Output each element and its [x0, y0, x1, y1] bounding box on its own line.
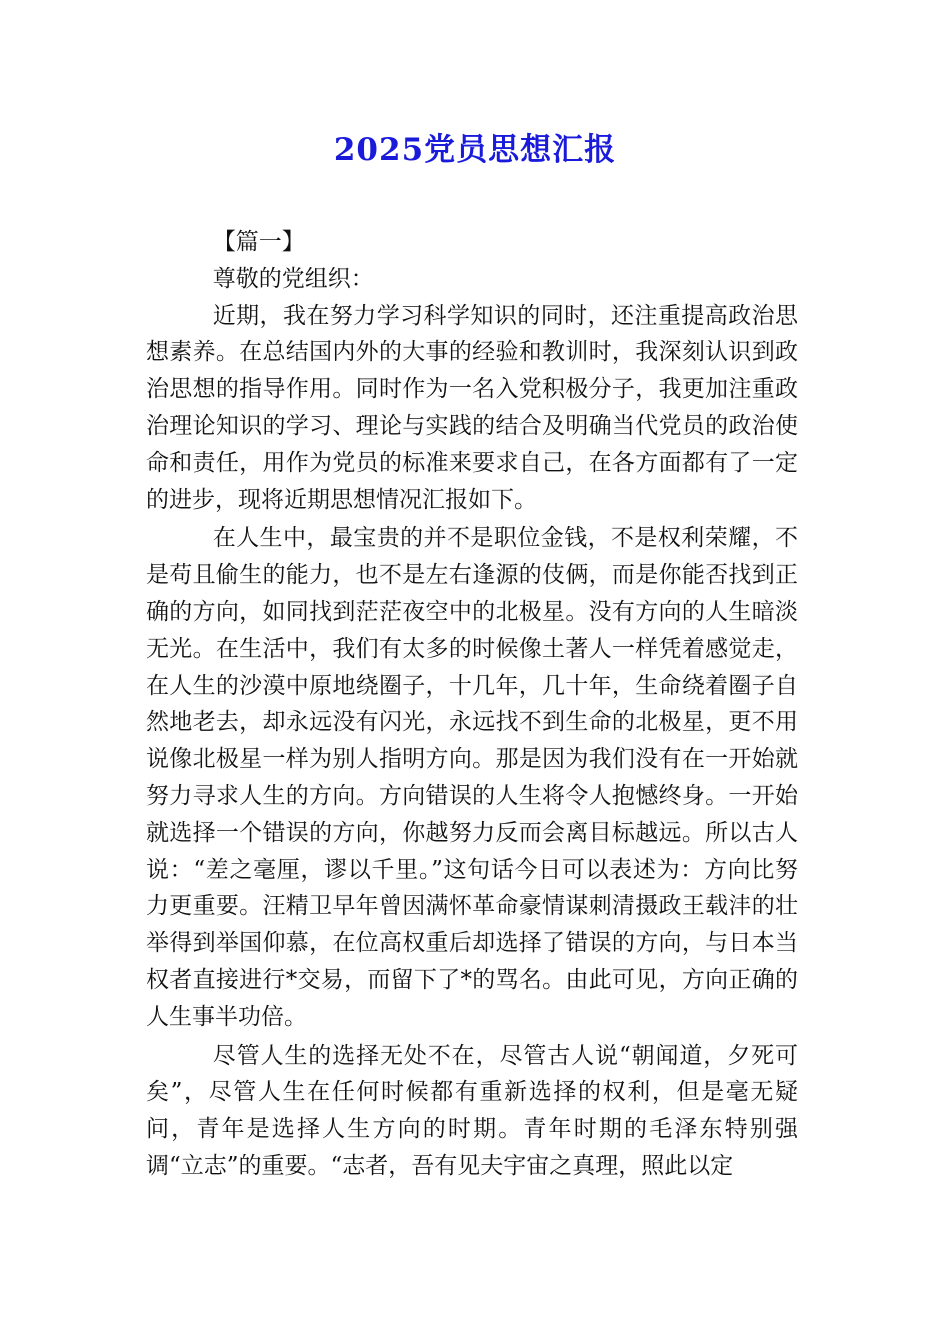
section-heading: 【篇一】 — [212, 229, 305, 255]
paragraph-3: 尽管人生的选择无处不在，尽管古人说“朝闻道，夕死可矣”，尽管人生在任何时候都有重新选择的权利，但是毫无疑问，青年是选择人生方向的时期。青年时期的毛泽东特别强调“立志”的重要。“志者，吾有见夫宇宙之真理，照此以定 — [146, 1042, 798, 1179]
salutation: 尊敬的党组织： — [212, 265, 374, 292]
document-title: 2025党员思想汇报 — [333, 132, 617, 168]
document-body — [146, 224, 798, 1185]
paragraph-1: 近期，我在努力学习科学知识的同时，还注重提高政治思想素养。在总结国内外的大事的经验和教训时，我深刻认识到政治思想的指导作用。同时作为一名入党积极分子，我更加注重政治理论知识的学习、理论与实践的结合及明确当代党员的政治使命和责任，用作为党员的标准来要求自己，在各方面都有了一定的进步，现将近期思想情况汇报如下。 — [146, 302, 798, 513]
paragraph-2: 在人生中，最宝贵的并不是职位金钱，不是权利荣耀，不是苟且偷生的能力，也不是左右逢源的伎俩，而是你能否找到正确的方向，如同找到茫茫夜空中的北极星。没有方向的人生暗淡无光。在生活中，我们有太多的时候像土著人一样凭着感觉走，在人生的沙漠中原地绕圈子，十几年，几十年，生命绕着圈子自然地老去，却永远没有闪光，永远找不到生命的北极星，更不用说像北极星一样为别人指明方向。那是因为我们没有在一开始就努力寻求人生的方向。方向错误的人生将令人抱憾终身。一开始就选择一个错误的方向，你越努力反而会离目标越远。所以古人说：“差之毫厘，谬以千里。”这句话今日可以表述为：方向比努力更重要。汪精卫早年曾因满怀革命豪情谋刺清摄政王载沣的壮举得到举国仰慕，在位高权重后却选择了错误的方向，与日本当权者直接进行*交易，而留下了*的骂名。由此可见，方向正确的人生事半功倍。 — [146, 525, 798, 1030]
